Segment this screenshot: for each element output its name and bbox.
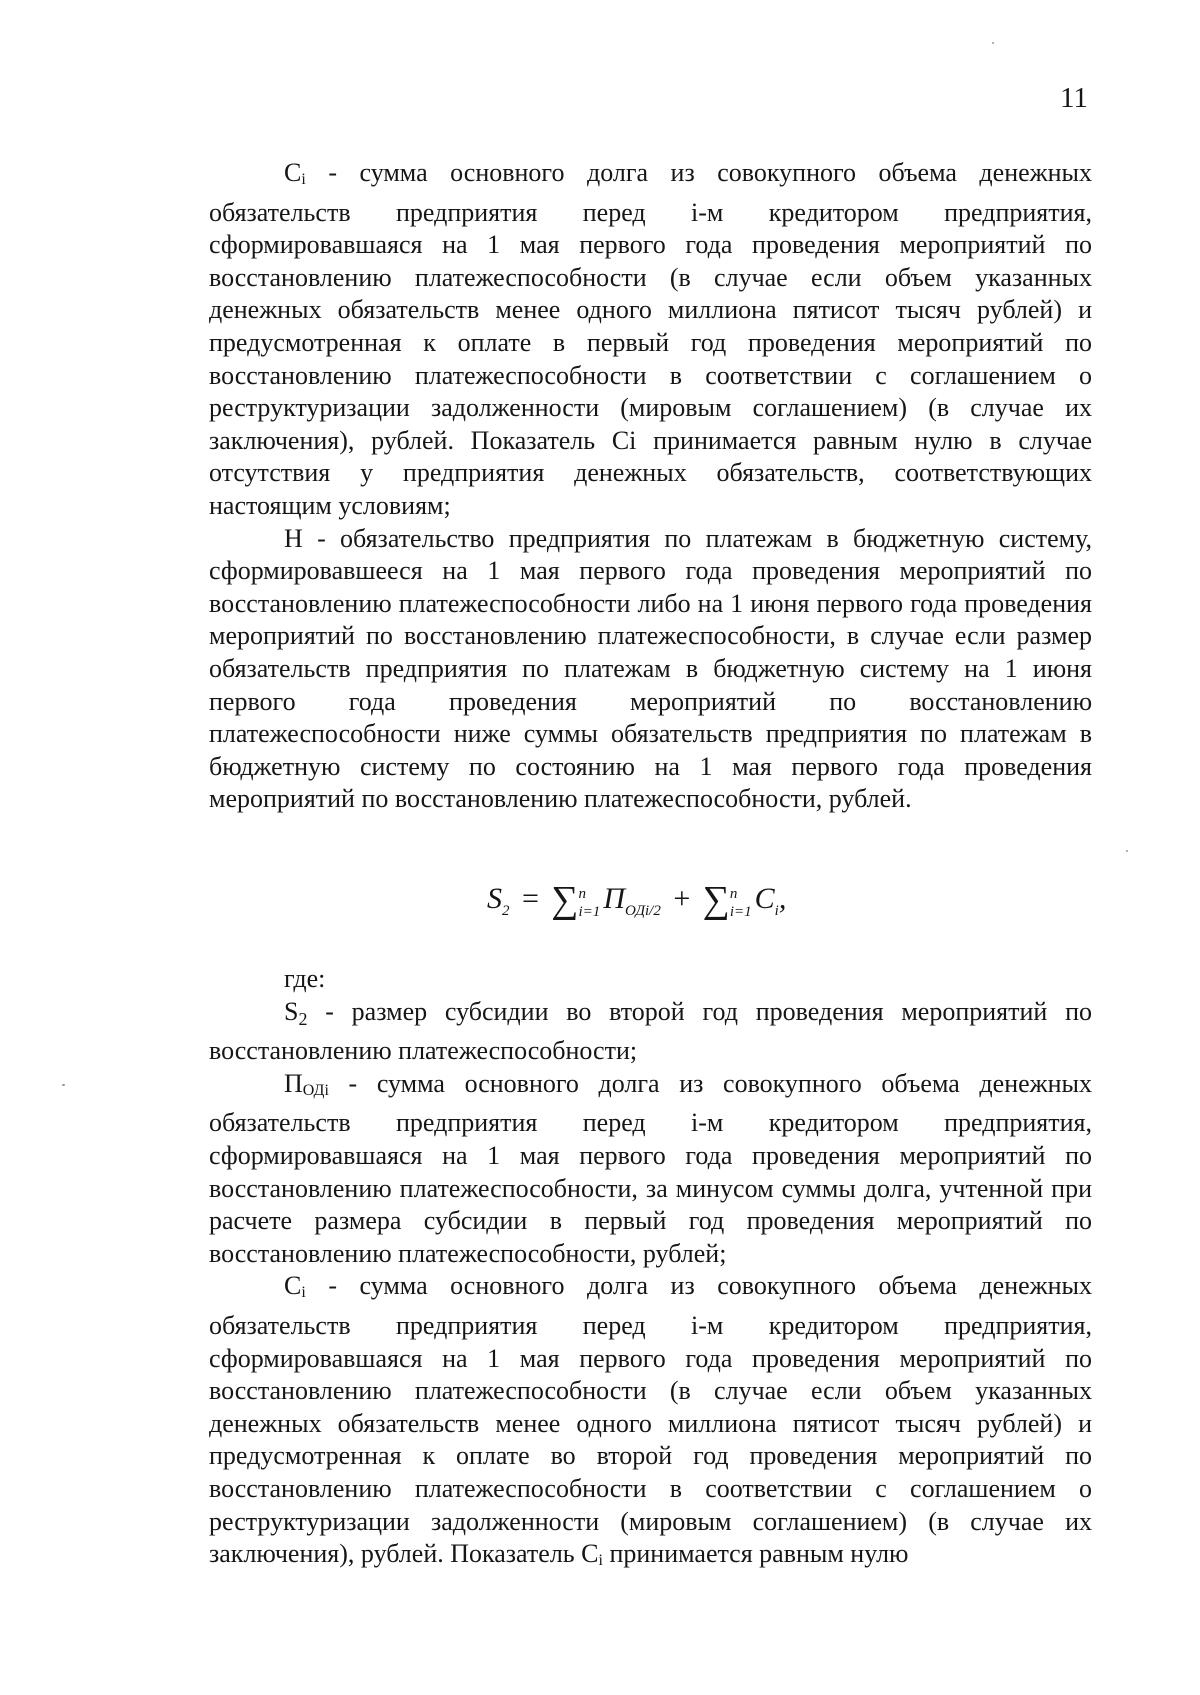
definition-ci-second-year — [209, 1270, 1092, 1577]
where-label: где: — [284, 964, 326, 993]
sum-limits-2 — [730, 885, 752, 921]
formula-term2: C — [754, 882, 775, 915]
page-number: 11 — [1060, 82, 1088, 114]
scan-speck — [1126, 850, 1128, 852]
symbol-s-subscript: 2 — [298, 1008, 308, 1029]
definitions-block-2 — [209, 963, 1092, 1578]
sum-limits-1 — [579, 885, 601, 921]
definition-text: - сумма основного долга из совокупного объема денежных обязательств предприятия перед i-м кредитором предприятия, сформировавшаяся на 1 мая первого года проведения мероприятий по восстановлению платежеспособности (в случае если объем указанных денежных обязательств менее одного миллиона пятисот тысяч рублей) и предусмотренная к оплате в первый год проведения мероприятий по восстановлению платежеспособности в соответствии с соглашением о реструктуризации задолженности (мировым соглашением) (в случае их заключения), рублей. Показатель Ci принимается равным нулю в случае отсутствия у предприятия денежных обязательств, соответствующих настоящим условиям; — [209, 158, 1092, 520]
sum-symbol-2: ∑ — [702, 879, 730, 921]
symbol-c-inline: C — [581, 1539, 599, 1569]
sum-upper-limit: n — [729, 886, 738, 902]
sum-lower-limit: i=1 — [578, 904, 601, 920]
symbol-c-subscript: i — [301, 171, 306, 188]
formula-term1: П — [603, 882, 625, 915]
definition-tail-text: принимается равным нулю — [602, 1539, 909, 1569]
formula-plus: + — [673, 882, 691, 915]
symbol-c: C — [284, 158, 302, 187]
definition-text: - размер субсидии во второй год проведения мероприятий по восстановлению платежеспособности; — [209, 996, 1092, 1066]
formula-trailing: , — [778, 882, 787, 915]
definition-text: - сумма основного долга из совокупного объема денежных обязательств предприятия перед i-м кредитором предприятия, сформировавшаяся на 1 мая первого года проведения мероприятий по восстановлению платежеспособности, за минусом суммы долга, учтенной при расчете размера субсидии в первый год проведения мероприятий по восстановлению платежеспособности, рублей; — [209, 1068, 1092, 1268]
symbol-c: C — [284, 1271, 302, 1301]
symbol-p-subscript: ОДi — [302, 1081, 329, 1099]
sum-lower-limit: i=1 — [729, 904, 752, 920]
scan-speck — [62, 1084, 65, 1086]
symbol-c-subscript: i — [301, 1284, 306, 1302]
definition-h: Н - обязательство предприятия по платежам в бюджетную систему, сформировавшееся на 1 мая первого года проведения мероприятий по восстановлению платежеспособности либо на 1 июня первого года проведения мероприятий по восстановлению платежеспособности, в случае если размер обязательств предприятия по платежам в бюджетную систему на 1 июня первого года проведения мероприятий по восстановлению платежеспособности ниже суммы обязательств предприятия по платежам в бюджетную систему по состоянию на 1 мая первого года проведения мероприятий по восстановлению платежеспособности, рублей. — [209, 523, 1092, 814]
definition-text: - сумма основного долга из совокупного объема денежных обязательств предприятия перед i-м кредитором предприятия, сформировавшаяся на 1 мая первого года проведения мероприятий по восстановлению платежеспособности (в случае если объем указанных денежных обязательств менее одного миллиона пятисот тысяч рублей) и предусмотренная к оплате во второй год проведения мероприятий по восстановлению платежеспособности в соответствии с соглашением о реструктуризации задолженности (мировым соглашением) (в случае их заключения), рублей. Показатель — [209, 1271, 1092, 1569]
scan-speck — [992, 42, 994, 44]
formula-lhs: S — [487, 882, 502, 915]
formula-equals: = — [522, 882, 539, 915]
formula-s2 — [487, 878, 786, 922]
definition-podi — [209, 1068, 1092, 1271]
formula-lhs-subscript: 2 — [502, 903, 510, 919]
definitions-block-1 — [209, 157, 1092, 816]
formula-term1-subscript: ОДi/2 — [624, 903, 661, 919]
definition-s2 — [209, 996, 1092, 1068]
symbol-s: S — [284, 996, 299, 1026]
symbol-c-inline-subscript: i — [598, 1552, 603, 1570]
formula-term2-subscript: i — [774, 903, 779, 919]
definition-ci-first-year — [209, 157, 1092, 523]
sum-upper-limit: n — [578, 886, 587, 902]
sum-symbol-1: ∑ — [551, 879, 579, 921]
symbol-p: П — [284, 1068, 303, 1098]
